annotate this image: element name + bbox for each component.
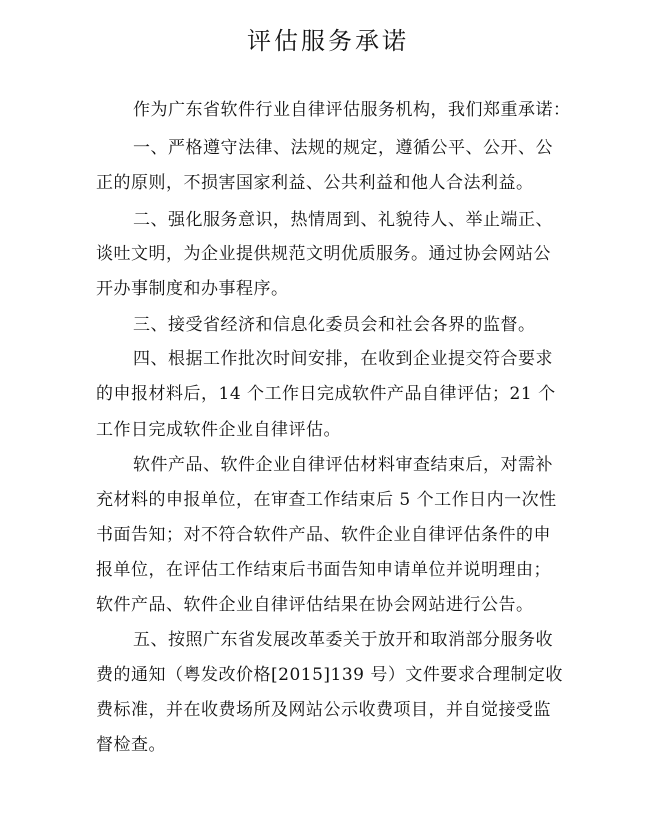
text-line: 的申报材料后，14 个工作日完成软件产品自律评估；21 个: [96, 384, 556, 404]
text-line: 报单位，在评估工作结束后书面告知申请单位并说明理由；: [96, 560, 551, 580]
text-line: 谈吐文明，为企业提供规范文明优质服务。通过协会网站公: [96, 244, 551, 264]
text-line: 督检查。: [96, 735, 166, 755]
text-line: 三、接受省经济和信息化委员会和社会各界的监督。: [133, 315, 536, 335]
text-line: 四、根据工作批次时间安排，在收到企业提交符合要求: [133, 349, 553, 369]
text-line: 五、按照广东省发展改革委关于放开和取消部分服务收: [133, 630, 553, 650]
text-line: 开办事制度和办事程序。: [96, 279, 289, 299]
text-line: 工作日完成软件企业自律评估。: [96, 420, 341, 440]
text-line: 费的通知（粤发改价格[2015]139 号）文件要求合理制定收: [96, 665, 563, 685]
text-line: 充材料的申报单位，在审查工作结束后 5 个工作日内一次性: [96, 490, 557, 510]
text-line: 二、强化服务意识，热情周到、礼貌待人、举止端正、: [133, 210, 553, 230]
document-title: 评估服务承诺: [247, 27, 409, 55]
text-line: 费标准，并在收费场所及网站公示收费项目，并自觉接受监: [96, 700, 551, 720]
text-line: 软件产品、软件企业自律评估结果在协会网站进行公告。: [96, 595, 534, 615]
text-line: 软件产品、软件企业自律评估材料审查结束后，对需补: [133, 455, 553, 475]
text-line: 正的原则，不损害国家利益、公共利益和他人合法利益。: [96, 173, 534, 193]
text-line: 一、严格遵守法律、法规的规定，遵循公平、公开、公: [133, 138, 553, 158]
text-line: 书面告知；对不符合软件产品、软件企业自律评估条件的申: [96, 525, 551, 545]
text-line: 作为广东省软件行业自律评估服务机构，我们郑重承诺：: [133, 100, 571, 120]
